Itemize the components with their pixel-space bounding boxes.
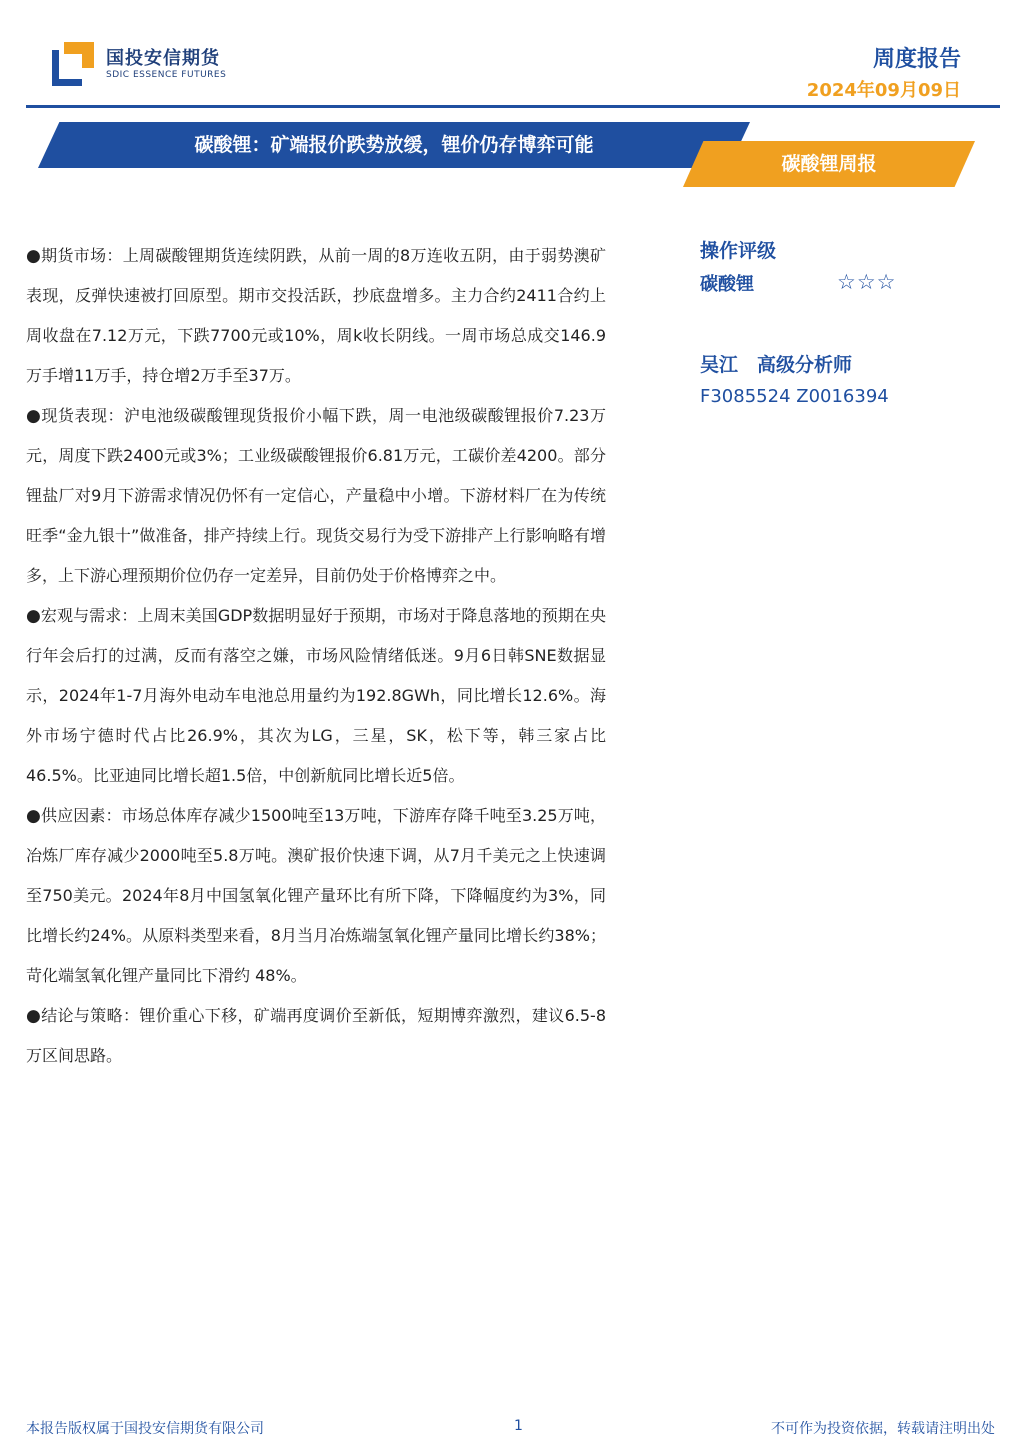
bullet-icon: ● <box>26 806 41 826</box>
analyst-cert-ids: F3085524 Z0016394 <box>700 386 889 407</box>
body-paragraph <box>26 596 606 796</box>
report-type: 周度报告 <box>872 47 961 72</box>
copyright-notice: 本报告版权属于国投安信期货有限公司 <box>26 1421 264 1437</box>
report-body <box>26 236 606 1076</box>
bullet-icon: ● <box>26 406 42 426</box>
bullet-icon: ● <box>26 1006 42 1026</box>
page-footer <box>0 1418 1025 1438</box>
body-paragraph <box>26 396 606 596</box>
paragraph-text: 供应因素：市场总体库存减少1500吨至13万吨，下游库存降千吨至3.25万吨，冶炼厂库存减少2000吨至5.8万吨。澳矿报价快速下调，从7月千美元之上快速调至750美元。2024年8月中国氢氧化锂产量环比有所下降，下降幅度约为3%，同比增长约24%。从原料类型来看，8月当月冶炼端氢氧化锂产量同比增长约38%；苛化端氢氧化锂产量同比下滑约 48%。 <box>26 806 606 985</box>
company-logo <box>52 40 252 90</box>
bullet-icon: ● <box>26 606 41 626</box>
paragraph-text: 宏观与需求：上周末美国GDP数据明显好于预期，市场对于降息落地的预期在央行年会后打的过满，反而有落空之嫌，市场风险情绪低迷。9月6日韩SNE数据显示，2024年1-7月海外电动车电池总用量约为192.8GWh，同比增长12.6%。海外市场宁德时代占比26.9%，其次为LG，三星，SK，松下等，韩三家占比46.5%。比亚迪同比增长超1.5倍，中创新航同比增长近5倍。 <box>26 606 606 785</box>
header-divider <box>26 105 1000 108</box>
logo-name-en: SDIC ESSENCE FUTURES <box>106 70 227 80</box>
bullet-icon: ● <box>26 246 42 266</box>
body-paragraph <box>26 996 606 1076</box>
page-number: 1 <box>514 1418 523 1434</box>
report-tag: 碳酸锂周报 <box>781 153 877 175</box>
paragraph-text: 结论与策略：锂价重心下移，矿端再度调价至新低，短期博弈激烈，建议6.5-8万区间思路。 <box>26 1006 606 1065</box>
analyst-name: 吴江 高级分析师 <box>700 354 853 376</box>
report-date: 2024年09月09日 <box>806 80 961 101</box>
logo-mark-icon <box>52 42 96 86</box>
body-paragraph <box>26 236 606 396</box>
paragraph-text: 现货表现：沪电池级碳酸锂现货报价小幅下跌，周一电池级碳酸锂报价7.23万元，周度下跌2400元或3%；工业级碳酸锂报价6.81万元，工碳价差4200。部分锂盐厂对9月下游需求情况仍怀有一定信心，产量稳中小增。下游材料厂在为传统旺季“金九银十”做准备，排产持续上行。现货交易行为受下游排产上行影响略有增多，上下游心理预期价位仍存一定差异，目前仍处于价格博弈之中。 <box>26 406 606 585</box>
rating-product: 碳酸锂 <box>700 274 754 295</box>
paragraph-text: 期货市场：上周碳酸锂期货连续阴跌，从前一周的8万连收五阴，由于弱势澳矿表现，反弹快速被打回原型。期市交投活跃，抄底盘增多。主力合约2411合约上周收盘在7.12万元，下跌7700元或10%，周k收长阴线。一周市场总成交146.9万手增11万手，持仓增2万手至37万。 <box>26 246 606 385</box>
disclaimer-notice: 不可作为投资依据，转载请注明出处 <box>771 1421 995 1437</box>
body-paragraph <box>26 796 606 996</box>
report-title: 碳酸锂：矿端报价跌势放缓，锂价仍存博弈可能 <box>194 134 594 156</box>
rating-stars-icon: ☆☆☆ <box>837 270 897 294</box>
logo-name-cn: 国投安信期货 <box>106 48 220 69</box>
rating-heading: 操作评级 <box>700 240 777 262</box>
